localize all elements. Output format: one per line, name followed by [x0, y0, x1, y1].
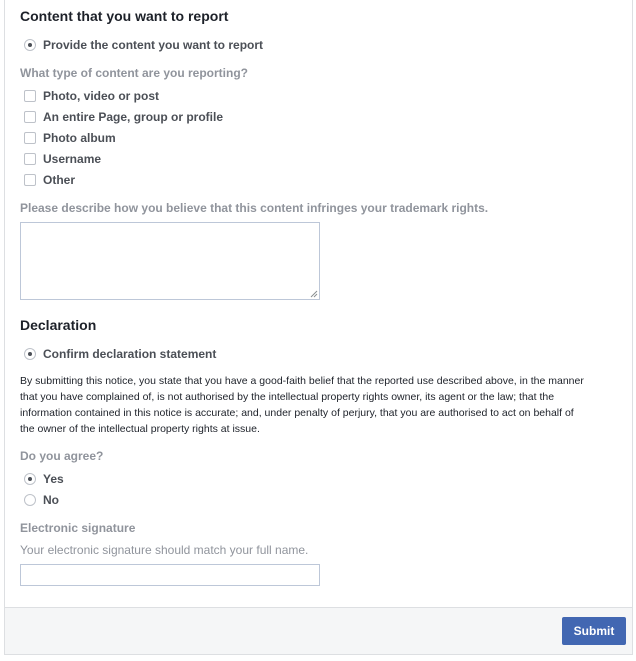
- electronic-signature-hint: Your electronic signature should match your full name.: [20, 543, 309, 557]
- agree-no-radio[interactable]: [24, 494, 36, 506]
- checkbox-photo-video-post[interactable]: [24, 90, 36, 102]
- form-footer: [5, 607, 632, 654]
- declaration-heading: Declaration: [20, 317, 97, 333]
- agree-question: Do you agree?: [20, 449, 104, 463]
- report-form-card: [4, 0, 633, 655]
- agree-yes-radio[interactable]: [24, 473, 36, 485]
- checkbox-username[interactable]: [24, 153, 36, 165]
- confirm-declaration-label[interactable]: Confirm declaration statement: [43, 347, 217, 361]
- checkbox-entire-page[interactable]: [24, 111, 36, 123]
- declaration-statement-line: that you have complained of, is not authorised by the intellectual property rights owner, its agent or the law; that the: [20, 391, 555, 403]
- option-label-other[interactable]: Other: [43, 173, 76, 187]
- option-label-entire-page[interactable]: An entire Page, group or profile: [43, 110, 224, 124]
- option-label-photo-album[interactable]: Photo album: [43, 131, 116, 145]
- option-label-photo-video-post[interactable]: Photo, video or post: [43, 89, 159, 103]
- resize-grip-icon[interactable]: [310, 290, 318, 298]
- declaration-statement-line: information contained in this notice is accurate; and, under penalty of perjury, that you are authorised to act on behalf of: [20, 407, 574, 419]
- provide-content-radio[interactable]: [24, 39, 36, 51]
- agree-no-label[interactable]: No: [43, 493, 59, 507]
- confirm-declaration-radio[interactable]: [24, 348, 36, 360]
- describe-infringement-label: Please describe how you believe that this content infringes your trademark rights.: [20, 201, 489, 215]
- submit-button[interactable]: Submit: [562, 617, 626, 645]
- option-label-username[interactable]: Username: [43, 152, 102, 166]
- checkbox-photo-album[interactable]: [24, 132, 36, 144]
- provide-content-label[interactable]: Provide the content you want to report: [43, 38, 264, 52]
- describe-infringement-textarea[interactable]: [20, 222, 320, 300]
- content-section-heading: Content that you want to report: [20, 8, 229, 24]
- checkbox-other[interactable]: [24, 174, 36, 186]
- agree-yes-label[interactable]: Yes: [43, 472, 64, 486]
- content-type-question: What type of content are you reporting?: [20, 66, 249, 80]
- declaration-statement: [20, 373, 620, 437]
- electronic-signature-input[interactable]: [20, 564, 320, 586]
- electronic-signature-label: Electronic signature: [20, 521, 136, 535]
- declaration-statement-line: the owner of the intellectual property rights at issue.: [20, 423, 260, 435]
- declaration-statement-line: By submitting this notice, you state that you have a good-faith belief that the reported use described above, in the manner: [20, 375, 584, 387]
